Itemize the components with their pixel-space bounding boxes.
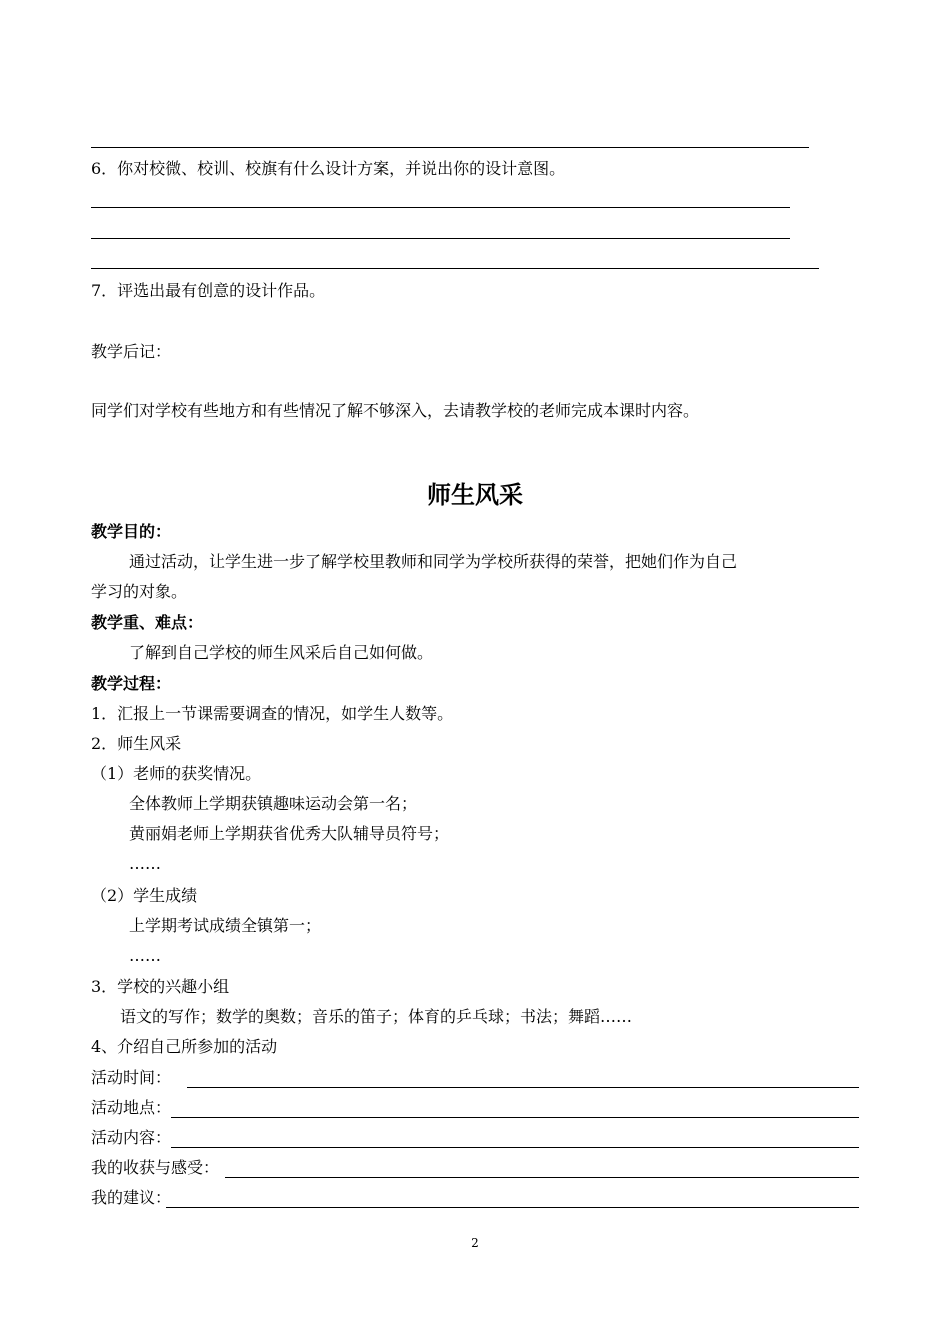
step-2-sub-2-item: 上学期考试成绩全镇第一； <box>129 916 322 935</box>
step-2: 2．师生风采 <box>91 734 182 753</box>
question-7: 7．评选出最有创意的设计作品。 <box>91 281 326 300</box>
activity-time-field[interactable] <box>187 1087 859 1088</box>
key-points-heading: 教学重、难点： <box>91 613 204 632</box>
step-2-sub-2-ellipsis: …… <box>129 946 161 965</box>
goal-heading: 教学目的： <box>91 522 172 541</box>
answer-line <box>91 207 790 208</box>
activity-place-field[interactable] <box>171 1117 859 1118</box>
lesson-title: 师生风采 <box>427 481 523 509</box>
activity-place-label: 活动地点： <box>91 1098 172 1117</box>
answer-line <box>91 147 809 148</box>
activity-content-label: 活动内容： <box>91 1128 172 1147</box>
step-2-sub-1-item: 黄丽娟老师上学期获省优秀大队辅导员符号； <box>129 824 450 843</box>
step-2-sub-2: （2）学生成绩 <box>91 886 198 905</box>
step-3-text: 语文的写作；数学的奥数；音乐的笛子；体育的乒乓球；书法；舞蹈…… <box>120 1007 633 1026</box>
step-1: 1．汇报上一节课需要调查的情况，如学生人数等。 <box>91 704 454 723</box>
page-number: 2 <box>471 1236 479 1250</box>
answer-line <box>91 238 790 239</box>
step-4: 4、介绍自己所参加的活动 <box>91 1037 278 1056</box>
activity-content-field[interactable] <box>171 1147 859 1148</box>
gain-label: 我的收获与感受： <box>91 1158 220 1177</box>
houji-text: 同学们对学校有些地方和有些情况了解不够深入，去请教学校的老师完成本课时内容。 <box>91 401 700 420</box>
gain-field[interactable] <box>225 1177 859 1178</box>
step-2-sub-1: （1）老师的获奖情况。 <box>91 764 262 783</box>
key-points-text: 了解到自己学校的师生风采后自己如何做。 <box>129 643 434 662</box>
goal-text-line2: 学习的对象。 <box>91 582 188 601</box>
step-3: 3．学校的兴趣小组 <box>91 977 230 996</box>
advice-label: 我的建议： <box>91 1188 172 1207</box>
goal-text-line1: 通过活动，让学生进一步了解学校里教师和同学为学校所获得的荣誉，把她们作为自己 <box>129 552 738 571</box>
advice-field[interactable] <box>166 1207 859 1208</box>
question-6: 6．你对校微、校训、校旗有什么设计方案，并说出你的设计意图。 <box>91 159 566 178</box>
step-2-sub-1-ellipsis: …… <box>129 854 161 873</box>
step-2-sub-1-item: 全体教师上学期获镇趣味运动会第一名； <box>129 794 418 813</box>
answer-line <box>91 268 819 269</box>
process-heading: 教学过程： <box>91 674 172 693</box>
activity-time-label: 活动时间： <box>91 1068 172 1087</box>
houji-label: 教学后记： <box>91 342 172 361</box>
